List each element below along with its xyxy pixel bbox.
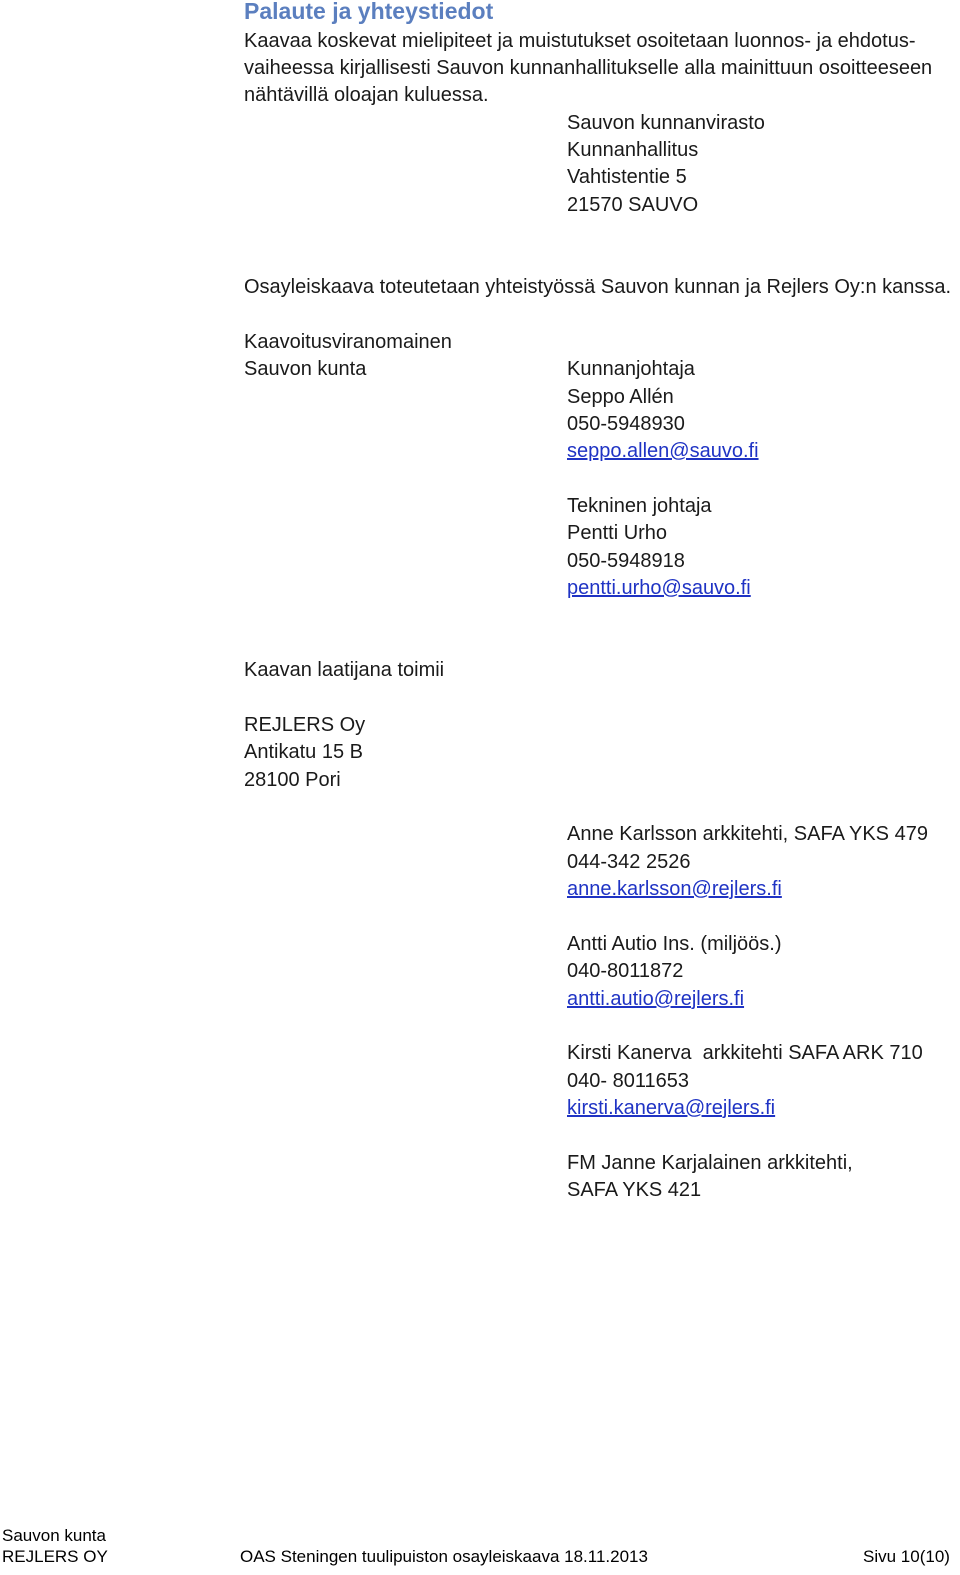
footer-document-title: OAS Steningen tuulipuiston osayleiskaava 18.11.2013 bbox=[240, 1547, 648, 1566]
planner-contact-email-link[interactable]: antti.autio@rejlers.fi bbox=[567, 988, 745, 1010]
cooperation-text: Osayleiskaava toteutetaan yhteistyössä Sauvon kunnan ja Rejlers Oy:n kanssa. bbox=[244, 276, 952, 298]
contact-name: Pentti Urho bbox=[567, 522, 668, 544]
planner-label: Kaavan laatijana toimii bbox=[244, 659, 445, 681]
intro-line-1: Kaavaa koskevat mielipiteet ja muistutukset osoitetaan luonnos- ja ehdotus- bbox=[244, 30, 916, 52]
address-postal: 21570 SAUVO bbox=[567, 194, 699, 216]
planner-company: REJLERS Oy bbox=[244, 714, 366, 736]
intro-line-2: vaiheessa kirjallisesti Sauvon kunnanhallitukselle alla mainittuun osoitteeseen bbox=[244, 57, 933, 79]
planner-contact-email-link[interactable]: anne.karlsson@rejlers.fi bbox=[567, 878, 782, 900]
section-heading: Palaute ja yhteystiedot bbox=[244, 0, 494, 24]
contact-phone: 050-5948918 bbox=[567, 550, 685, 572]
planner-contact-phone: 040- 8011653 bbox=[567, 1070, 689, 1092]
planner-city: 28100 Pori bbox=[244, 769, 341, 791]
intro-line-3: nähtävillä oloajan kuluessa. bbox=[244, 84, 489, 106]
footer-org-line-2: REJLERS OY bbox=[2, 1547, 108, 1566]
contact-email-link[interactable]: pentti.urho@sauvo.fi bbox=[567, 577, 751, 599]
authority-label: Kaavoitusviranomainen bbox=[244, 331, 452, 353]
contact-phone: 050-5948930 bbox=[567, 413, 685, 435]
planner-contact-line-2: SAFA YKS 421 bbox=[567, 1179, 702, 1201]
planner-contact-phone: 040-8011872 bbox=[567, 960, 684, 982]
contact-title: Tekninen johtaja bbox=[567, 495, 712, 517]
authority-name: Sauvon kunta bbox=[244, 358, 367, 380]
address-street: Vahtistentie 5 bbox=[567, 166, 687, 188]
contact-email-link[interactable]: seppo.allen@sauvo.fi bbox=[567, 440, 759, 462]
planner-street: Antikatu 15 B bbox=[244, 741, 363, 763]
planner-contact-line: Kirsti Kanerva arkkitehti SAFA ARK 710 bbox=[567, 1042, 923, 1064]
contact-title: Kunnanjohtaja bbox=[567, 358, 695, 380]
planner-contact-email-link[interactable]: kirsti.kanerva@rejlers.fi bbox=[567, 1097, 776, 1119]
contact-name: Seppo Allén bbox=[567, 386, 674, 408]
planner-contact-line: FM Janne Karjalainen arkkitehti, bbox=[567, 1152, 853, 1174]
address-office: Sauvon kunnanvirasto bbox=[567, 112, 765, 134]
footer-org-line-1: Sauvon kunta bbox=[2, 1526, 106, 1545]
planner-contact-line: Anne Karlsson arkkitehti, SAFA YKS 479 bbox=[567, 823, 928, 845]
planner-contact-line: Antti Autio Ins. (miljöös.) bbox=[567, 933, 782, 955]
footer-page-number: Sivu 10(10) bbox=[863, 1547, 950, 1566]
planner-contact-phone: 044-342 2526 bbox=[567, 851, 691, 873]
address-board: Kunnanhallitus bbox=[567, 139, 699, 161]
